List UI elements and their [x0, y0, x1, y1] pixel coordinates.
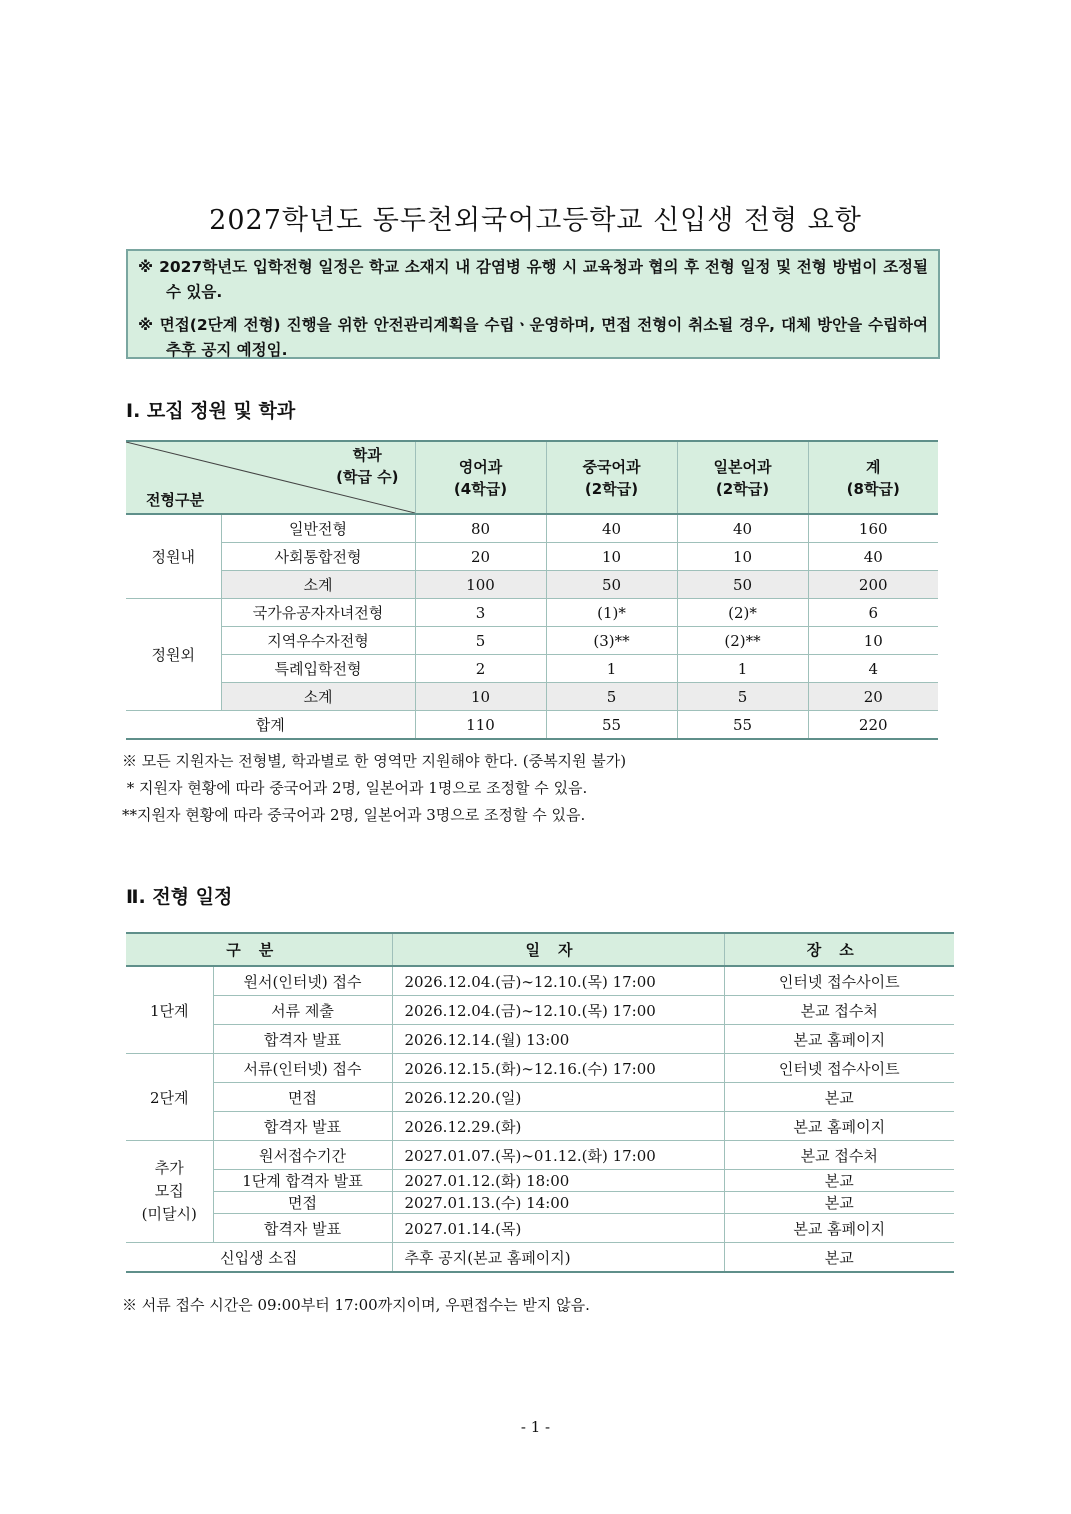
page-title: 2027학년도 동두천외국어고등학교 신입생 전형 요항	[209, 205, 862, 236]
cell: 40	[808, 543, 938, 571]
diag-header-top	[336, 444, 398, 488]
section-heading-quota: Ⅰ. 모집 정원 및 학과	[126, 400, 296, 422]
place-cell: 본교	[724, 1243, 954, 1273]
cell: 40	[677, 514, 808, 543]
date-cell: 추후 공지(본교 홈페이지)	[392, 1243, 724, 1273]
row-label: 지역우수자전형	[221, 627, 415, 655]
cell: 110	[415, 711, 546, 740]
item-cell: 면접	[213, 1083, 392, 1112]
table-row	[126, 543, 938, 571]
cell: 40	[546, 514, 677, 543]
cell: 5	[677, 683, 808, 711]
col-header-place: 장소	[724, 933, 954, 966]
total-row	[126, 711, 938, 740]
col-header-date: 일자	[392, 933, 724, 966]
item-cell: 원서접수기간	[213, 1141, 392, 1170]
table-row	[126, 1083, 954, 1112]
place-cell: 본교 접수처	[724, 996, 954, 1025]
cell: 50	[677, 571, 808, 599]
schedule-header-row	[126, 933, 954, 966]
row-label: 합계	[126, 711, 415, 740]
cell: 1	[546, 655, 677, 683]
row-label: 소계	[221, 571, 415, 599]
cell: 55	[546, 711, 677, 740]
date-cell: 2027.01.13.(수) 14:00	[392, 1192, 724, 1214]
cell: 1	[677, 655, 808, 683]
item-cell: 면접	[213, 1192, 392, 1214]
place-cell: 본교 홈페이지	[724, 1025, 954, 1054]
item-cell: 합격자 발표	[213, 1214, 392, 1243]
col-header-category: 구분	[126, 933, 392, 966]
admission-type-label: 전형구분	[146, 491, 204, 509]
row-label: 국가유공자자녀전형	[221, 599, 415, 627]
diagonal-header-cell	[126, 441, 415, 514]
quota-header-row	[126, 441, 938, 514]
table-row	[126, 1243, 954, 1273]
cell: 55	[677, 711, 808, 740]
place-cell: 인터넷 접수사이트	[724, 966, 954, 996]
col-header-english: 영어과 (4학급)	[415, 441, 546, 514]
cell: 100	[415, 571, 546, 599]
table-row	[126, 599, 938, 627]
stage-label: 1단계	[126, 966, 213, 1054]
cell: 10	[677, 543, 808, 571]
cell: 20	[808, 683, 938, 711]
date-cell: 2026.12.20.(일)	[392, 1083, 724, 1112]
item-cell: 합격자 발표	[213, 1112, 392, 1141]
cell: (2)*	[677, 599, 808, 627]
cell: 5	[546, 683, 677, 711]
class-count-label: (학급 수)	[336, 468, 399, 486]
table-row	[126, 1054, 954, 1083]
cell: 10	[546, 543, 677, 571]
cell: 4	[808, 655, 938, 683]
item-cell: 서류(인터넷) 접수	[213, 1054, 392, 1083]
row-label: 소계	[221, 683, 415, 711]
item-cell: 원서(인터넷) 접수	[213, 966, 392, 996]
cell: 200	[808, 571, 938, 599]
schedule-table	[126, 932, 954, 1273]
date-cell: 2026.12.29.(화)	[392, 1112, 724, 1141]
dept-label: 학과	[352, 446, 382, 464]
table-row	[126, 1192, 954, 1214]
cell: (2)**	[677, 627, 808, 655]
table-row	[126, 1214, 954, 1243]
place-cell: 본교 접수처	[724, 1141, 954, 1170]
table-row	[126, 1025, 954, 1054]
col-header-chinese: 중국어과 (2학급)	[546, 441, 677, 514]
page-number: - 1 -	[520, 1418, 551, 1436]
item-cell: 신입생 소집	[126, 1243, 392, 1273]
place-cell: 본교 홈페이지	[724, 1112, 954, 1141]
item-cell: 합격자 발표	[213, 1025, 392, 1054]
place-cell: 본교	[724, 1083, 954, 1112]
date-cell: 2026.12.04.(금)∼12.10.(목) 17:00	[392, 996, 724, 1025]
note-line: ※ 모든 지원자는 전형별, 학과별로 한 영역만 지원해야 한다. (중복지원 불가)	[122, 752, 627, 770]
table-row	[126, 966, 954, 996]
cell: 6	[808, 599, 938, 627]
item-cell: 1단계 합격자 발표	[213, 1170, 392, 1192]
schedule-note: ※ 서류 접수 시간은 09:00부터 17:00까지이며, 우편접수는 받지 않음.	[122, 1296, 590, 1314]
cell: 3	[415, 599, 546, 627]
date-cell: 2026.12.04.(금)∼12.10.(목) 17:00	[392, 966, 724, 996]
table-row	[126, 1141, 954, 1170]
date-cell: 2027.01.07.(목)∼01.12.(화) 17:00	[392, 1141, 724, 1170]
place-cell: 본교 홈페이지	[724, 1214, 954, 1243]
col-header-japanese: 일본어과 (2학급)	[677, 441, 808, 514]
date-cell: 2026.12.14.(월) 13:00	[392, 1025, 724, 1054]
date-cell: 2027.01.12.(화) 18:00	[392, 1170, 724, 1192]
note-line: **지원자 현황에 따라 중국어과 2명, 일본어과 3명으로 조정할 수 있음.	[122, 806, 586, 824]
section-heading-schedule: Ⅱ. 전형 일정	[126, 886, 233, 908]
row-label: 일반전형	[221, 514, 415, 543]
place-cell: 본교	[724, 1192, 954, 1214]
cell: 10	[808, 627, 938, 655]
cell: (1)*	[546, 599, 677, 627]
subtotal-row	[126, 683, 938, 711]
item-cell: 서류 제출	[213, 996, 392, 1025]
table-row	[126, 1170, 954, 1192]
cell: (3)**	[546, 627, 677, 655]
quota-notes	[122, 748, 626, 829]
notice-1: ※ 2027학년도 입학전형 일정은 학교 소재지 내 감염병 유행 시 교육청과 협의 후 전형 일정 및 전형 방법이 조정될 수 있음.	[138, 258, 928, 301]
notice-box	[126, 249, 940, 359]
stage-label: 2단계	[126, 1054, 213, 1141]
cell: 220	[808, 711, 938, 740]
table-row	[126, 996, 954, 1025]
group-label-in-quota: 정원내	[126, 514, 221, 599]
table-row	[126, 655, 938, 683]
date-cell: 2027.01.14.(목)	[392, 1214, 724, 1243]
row-label: 사회통합전형	[221, 543, 415, 571]
subtotal-row	[126, 571, 938, 599]
cell: 80	[415, 514, 546, 543]
cell: 160	[808, 514, 938, 543]
row-label: 특례입학전형	[221, 655, 415, 683]
date-cell: 2026.12.15.(화)∼12.16.(수) 17:00	[392, 1054, 724, 1083]
group-label-out-quota: 정원외	[126, 599, 221, 711]
table-row	[126, 627, 938, 655]
stage-label-extra: 추가 모집 (미달시)	[126, 1141, 213, 1243]
note-line: * 지원자 현황에 따라 중국어과 2명, 일본어과 1명으로 조정할 수 있음.	[122, 779, 588, 797]
table-row	[126, 514, 938, 543]
table-row	[126, 1112, 954, 1141]
notice-2: ※ 면접(2단계 전형) 진행을 위한 안전관리계획을 수립ㆍ운영하며, 면접 전형이 취소될 경우, 대체 방안을 수립하여 추후 공지 예정임.	[138, 316, 928, 359]
cell: 50	[546, 571, 677, 599]
place-cell: 본교	[724, 1170, 954, 1192]
col-header-total: 계 (8학급)	[808, 441, 938, 514]
cell: 2	[415, 655, 546, 683]
quota-table	[126, 440, 938, 740]
cell: 20	[415, 543, 546, 571]
cell: 10	[415, 683, 546, 711]
cell: 5	[415, 627, 546, 655]
place-cell: 인터넷 접수사이트	[724, 1054, 954, 1083]
